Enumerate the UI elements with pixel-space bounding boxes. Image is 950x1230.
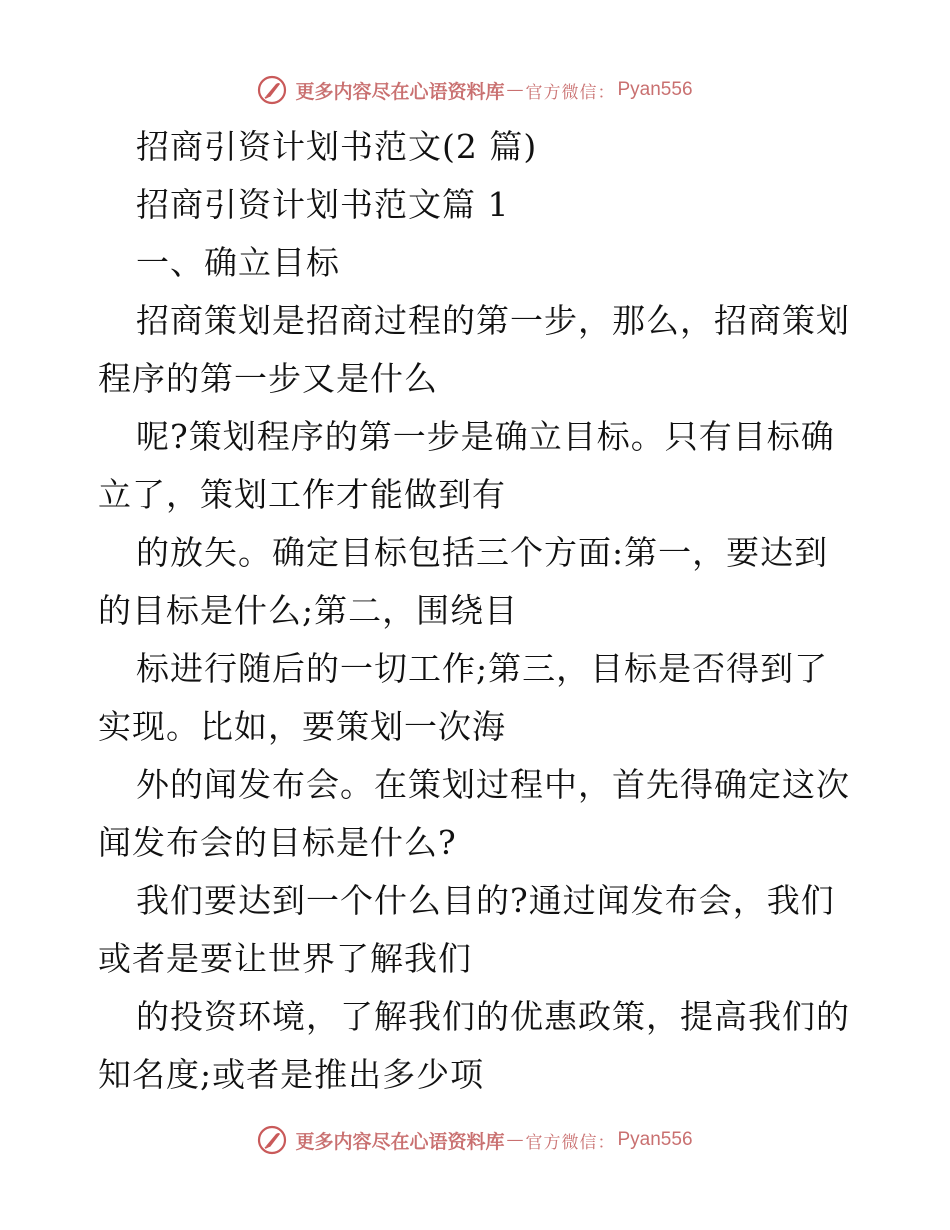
banner-account-label: 官方微信： xyxy=(525,1132,616,1153)
paragraph-line: 呢?策划程序的第一步是确立目标。只有目标确 xyxy=(136,417,835,456)
banner-account-id: Pyan556 xyxy=(617,1129,693,1150)
paragraph-line: 闻发布会的目标是什么? xyxy=(98,823,457,862)
paragraph-line: 标进行随后的一切工作;第三，目标是否得到了 xyxy=(136,649,829,688)
paragraph-line: 程序的第一步又是什么 xyxy=(98,359,438,398)
banner-account-label: 官方微信： xyxy=(525,82,616,103)
paragraph-line: 或者是要让世界了解我们 xyxy=(98,939,472,978)
header-banner xyxy=(0,70,950,110)
banner-account-id: Pyan556 xyxy=(617,79,693,100)
section-heading: 招商引资计划书范文篇 1 xyxy=(136,185,510,224)
footer-banner xyxy=(0,1120,950,1160)
paragraph-line: 实现。比如，要策划一次海 xyxy=(98,707,506,746)
banner-separator: — xyxy=(506,1130,524,1150)
subsection-heading: 一、确立目标 xyxy=(136,243,340,282)
paragraph-line: 立了，策划工作才能做到有 xyxy=(98,475,506,514)
banner-separator: — xyxy=(506,80,524,100)
document-title: 招商引资计划书范文(2 篇) xyxy=(136,127,538,166)
paragraph-line: 的放矢。确定目标包括三个方面:第一，要达到 xyxy=(136,533,829,572)
paragraph-line: 外的闻发布会。在策划过程中，首先得确定这次 xyxy=(136,765,850,804)
banner-brand-text: 更多内容尽在心语资料库 xyxy=(295,1130,505,1153)
quill-pen-logo-icon xyxy=(257,75,287,105)
paragraph-line: 知名度;或者是推出多少项 xyxy=(98,1055,485,1094)
paragraph-line: 的投资环境，了解我们的优惠政策，提高我们的 xyxy=(136,997,850,1036)
paragraph-line: 招商策划是招商过程的第一步，那么，招商策划 xyxy=(136,301,850,340)
document-body xyxy=(98,118,868,1104)
banner-brand-text: 更多内容尽在心语资料库 xyxy=(295,80,505,103)
paragraph-line: 我们要达到一个什么目的?通过闻发布会，我们 xyxy=(136,881,835,920)
paragraph-line: 的目标是什么;第二，围绕目 xyxy=(98,591,519,630)
quill-pen-logo-icon xyxy=(257,1125,287,1155)
